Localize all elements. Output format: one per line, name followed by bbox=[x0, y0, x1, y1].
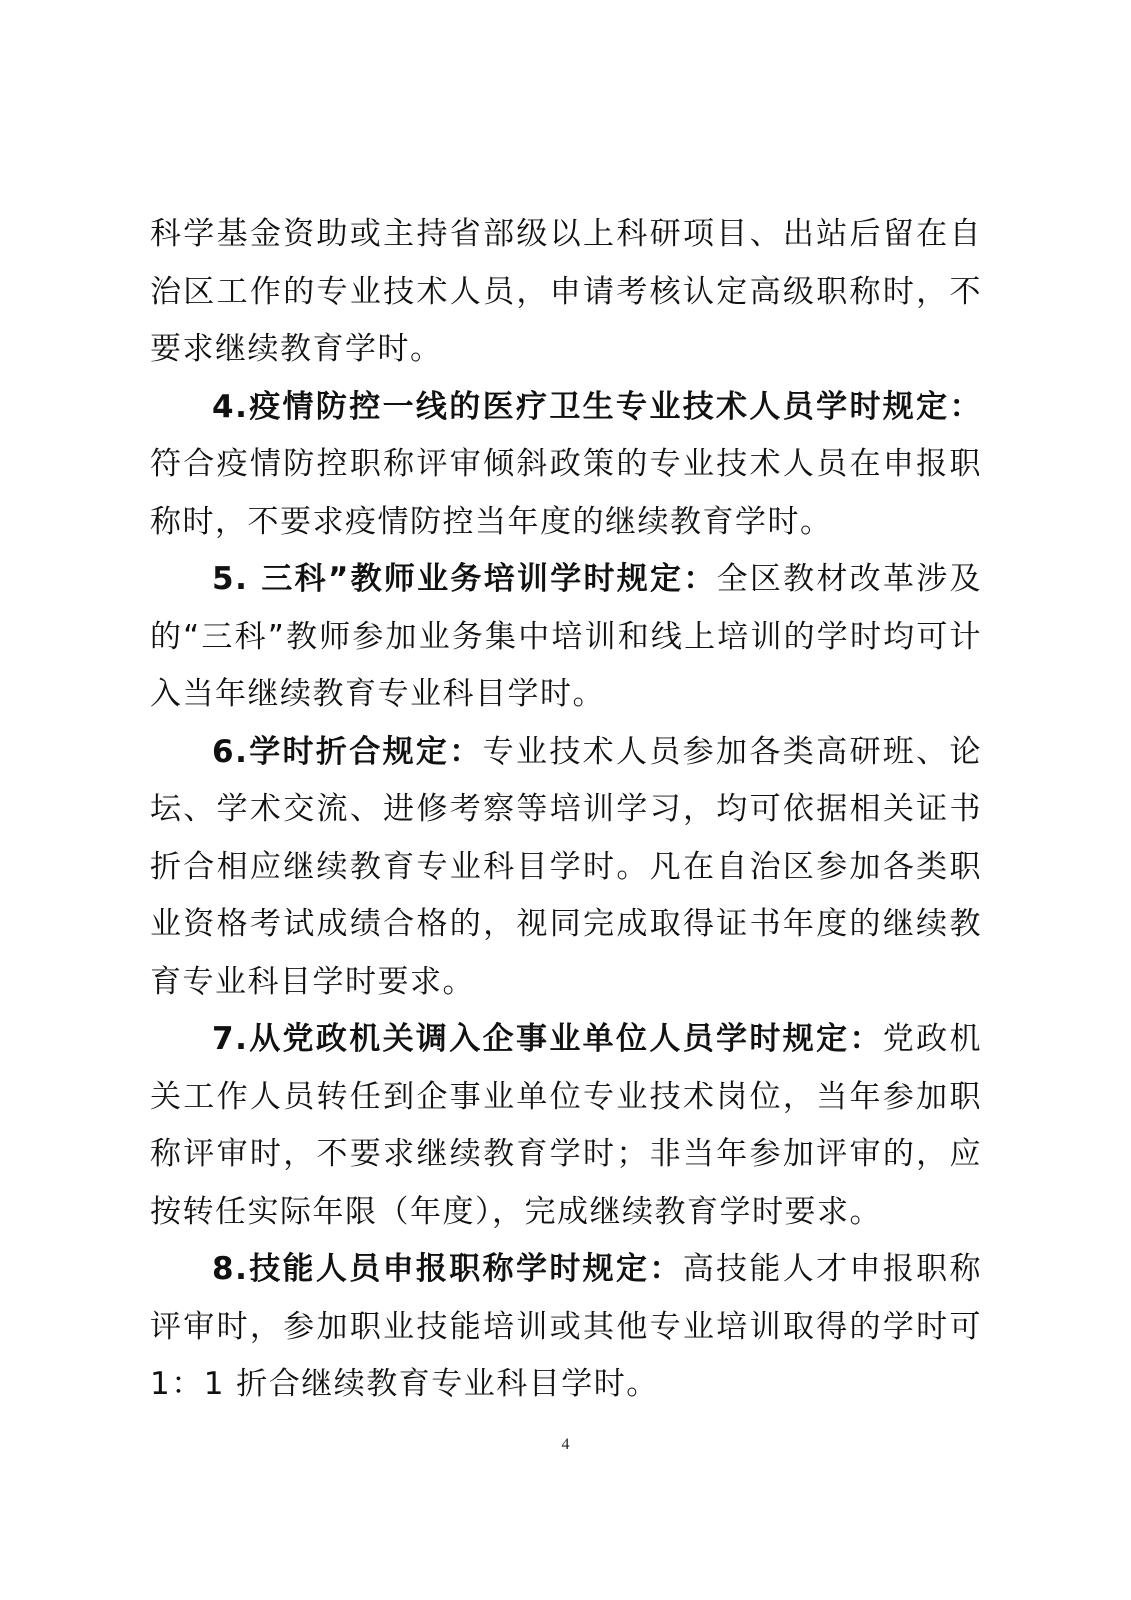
page-number: 4 bbox=[561, 1436, 570, 1453]
paragraph-text: 专业技术人员参加各类高研班、论坛、学术交流、进修考察等培训学习，均可依据相关证书折合相应继续教育专业科目学时。凡在自治区参加各类职业资格考试成绩合格的，视同完成取得证书年度的继续教育专业科目学时要求。 bbox=[150, 733, 982, 1000]
paragraph-heading: 8.技能人员申报职称学时规定： bbox=[212, 1251, 683, 1287]
paragraph-party-government-transfer bbox=[150, 1011, 982, 1241]
paragraph-continuation bbox=[150, 206, 982, 379]
paragraph-three-subjects-teachers bbox=[150, 551, 982, 724]
paragraph-heading: 6.学时折合规定： bbox=[212, 733, 483, 770]
paragraph-heading: 7.从党政机关调入企事业单位人员学时规定： bbox=[212, 1021, 883, 1057]
paragraph-text: 全区教材改革涉及的“三科”教师参加业务集中培训和线上培训的学时均可计入当年继续教育专业科目学时。 bbox=[150, 561, 982, 712]
body-text bbox=[150, 206, 982, 1414]
paragraph-text: 科学基金资助或主持省部级以上科研项目、出站后留在自治区工作的专业技术人员，申请考核认定高级职称时，不要求继续教育学时。 bbox=[150, 216, 982, 367]
paragraph-text: 党政机关工作人员转任到企事业单位专业技术岗位，当年参加职称评审时，不要求继续教育学时；非当年参加评审的，应按转任实际年限（年度），完成继续教育学时要求。 bbox=[150, 1021, 982, 1230]
paragraph-skilled-personnel bbox=[150, 1241, 982, 1414]
paragraph-heading: 5. 三科”教师业务培训学时规定： bbox=[212, 561, 717, 597]
paragraph-text: 符合疫情防控职称评审倾斜政策的专业技术人员在申报职称时，不要求疫情防控当年度的继续教育学时。 bbox=[150, 446, 982, 540]
paragraph-heading: 4.疫情防控一线的医疗卫生专业技术人员学时规定： bbox=[212, 388, 982, 425]
paragraph-hours-conversion bbox=[150, 724, 982, 1012]
paragraph-text: 高技能人才申报职称评审时，参加职业技能培训或其他专业培训取得的学时可 1：1 折合继续教育专业科目学时。 bbox=[150, 1251, 982, 1402]
paragraph-epidemic-frontline bbox=[150, 379, 982, 552]
